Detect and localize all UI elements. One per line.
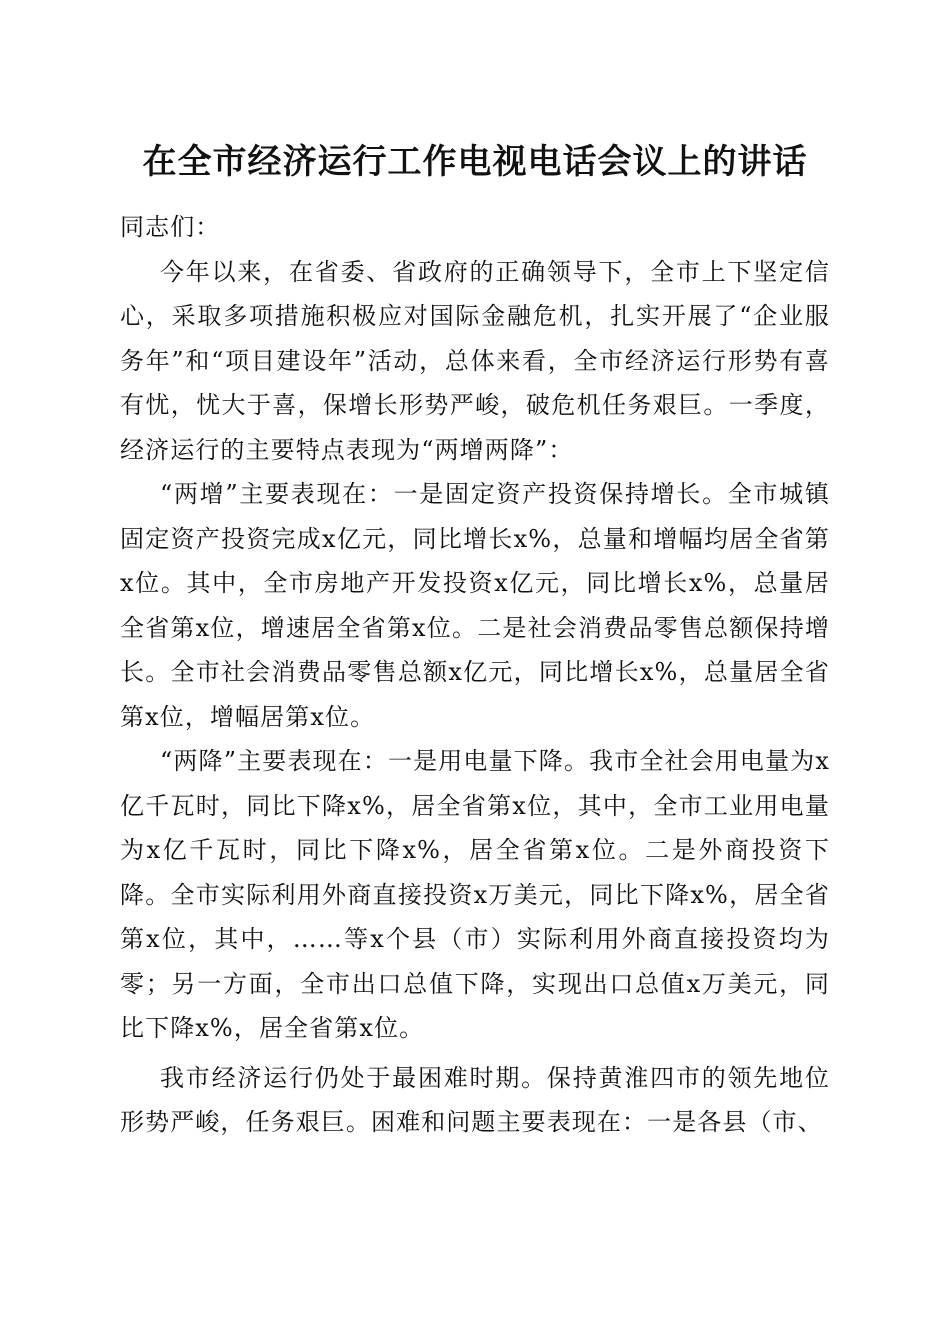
document-title: 在全市经济运行工作电视电话会议上的讲话: [142, 142, 808, 182]
paragraph-two-decreases: “两降”主要表现在：一是用电量下降。我市全社会用电量为x亿千瓦时，同比下降x%，居全省第x位，其中，全市工业用电量为x亿千瓦时，同比下降x%，居全省第x位。二是外商投资下降。全市实际利用外商直接投资x万美元，同比下降x%，居全省第x位，其中，……等x个县（市）实际利用外商直接投资均为零；另一方面，全市出口总值下降，实现出口总值x万美元，同比下降x%，居全省第x位。: [120, 747, 830, 1042]
paragraph-overview: 今年以来，在省委、省政府的正确领导下，全市上下坚定信心，采取多项措施积极应对国际金融危机，扎实开展了“企业服务年”和“项目建设年”活动，总体来看，全市经济运行形势有喜有忧，忧大于喜，保增长形势严峻，破危机任务艰巨。一季度，经济运行的主要特点表现为“两增两降”：: [120, 257, 830, 464]
paragraph-two-increases: “两增”主要表现在：一是固定资产投资保持增长。全市城镇固定资产投资完成x亿元，同比增长x%，总量和增幅均居全省第x位。其中，全市房地产开发投资x亿元，同比增长x%，总量居全省第x位，增速居全省第x位。二是社会消费品零售总额保持增长。全市社会消费品零售总额x亿元，同比增长x%，总量居全省第x位，增幅居第x位。: [120, 480, 830, 731]
salutation: 同志们：: [120, 213, 221, 241]
document-body: [120, 205, 830, 1145]
paragraph-difficulties: 我市经济运行仍处于最困难时期。保持黄淮四市的领先地位形势严峻，任务艰巨。困难和问题主要表现在：一是各县（市、: [120, 1063, 830, 1136]
